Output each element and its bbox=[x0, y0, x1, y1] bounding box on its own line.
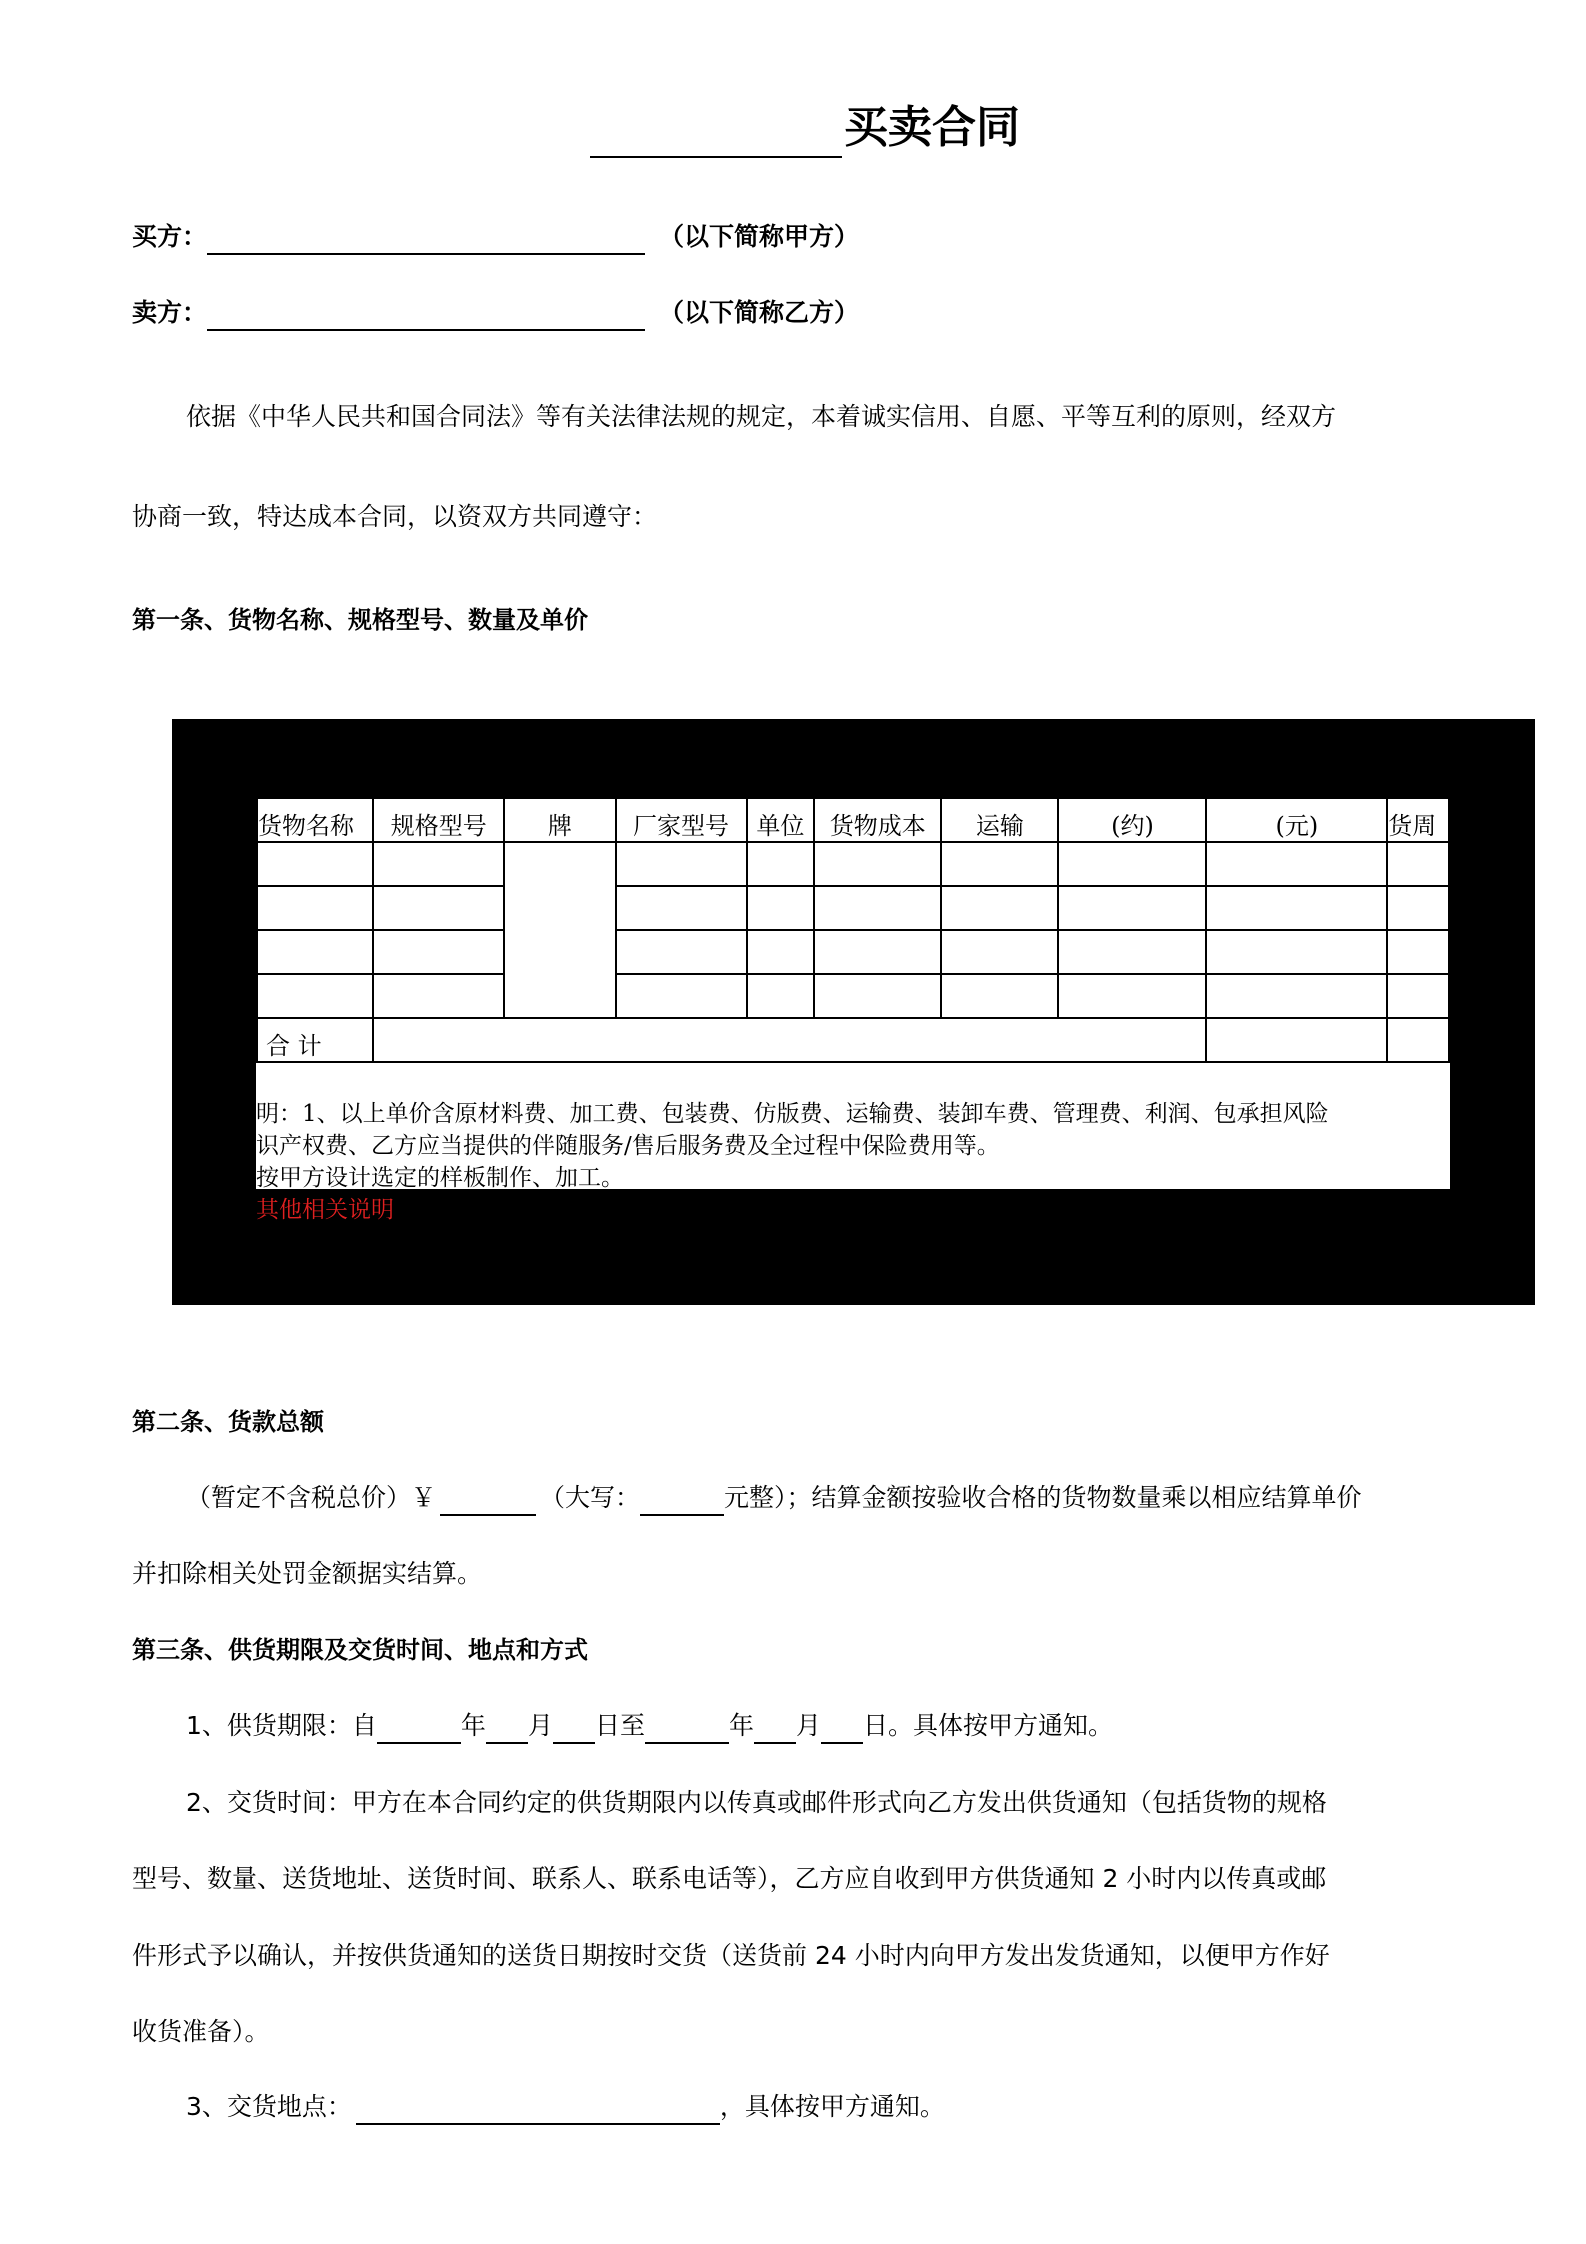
total-price-blank bbox=[440, 1484, 536, 1516]
article2-line-2: 并扣除相关处罚金额据实结算。 bbox=[132, 1559, 483, 1588]
capital-amount-blank bbox=[640, 1484, 724, 1516]
delivery-time-line-1: 2、交货时间：甲方在本合同约定的供货期限内以传真或邮件形式向乙方发出供货通知（包括货物的规格 bbox=[186, 1788, 1327, 1817]
delivery-time-line-3: 件形式予以确认，并按供货通知的送货日期按时交货（送货前 24 小时内向甲方发出发货通知，以便甲方作好 bbox=[132, 1941, 1330, 1970]
day-to-label: 日至 bbox=[594, 1711, 645, 1740]
table-row bbox=[257, 886, 1449, 930]
header-cell: (元) bbox=[1206, 798, 1387, 842]
table-total-row bbox=[257, 1018, 1449, 1062]
delivery-place-row bbox=[186, 2089, 945, 2125]
settlement-text: 元整）；结算金额按验收合格的货物数量乘以相应结算单价 bbox=[724, 1483, 1362, 1512]
header-cell: 货物成本 bbox=[814, 798, 941, 842]
header-cell: 规格型号 bbox=[373, 798, 504, 842]
table-header-row bbox=[257, 798, 1449, 842]
brand-merged-cell bbox=[504, 842, 615, 1018]
header-cell: (约) bbox=[1058, 798, 1206, 842]
delivery-time-line-2: 型号、数量、送货地址、送货时间、联系人、联系电话等），乙方应自收到甲方供货通知 2 小时内以传真或邮 bbox=[132, 1864, 1327, 1893]
supply-period-label: 1、供货期限：自 bbox=[186, 1711, 377, 1740]
buyer-name-blank bbox=[207, 223, 645, 255]
start-day-blank bbox=[553, 1712, 595, 1744]
buyer-row bbox=[132, 219, 859, 255]
table-note-line-1: 明：1、以上单价含原材料费、加工费、包装费、仿版费、运输费、装卸车费、管理费、利润、包承担风险 bbox=[256, 1101, 1329, 1127]
header-cell: 单位 bbox=[747, 798, 815, 842]
supply-period-end: 日。具体按甲方通知。 bbox=[863, 1711, 1114, 1740]
article1-heading: 第一条、货物名称、规格型号、数量及单价 bbox=[132, 606, 588, 634]
delivery-place-suffix: ，具体按甲方通知。 bbox=[719, 2092, 945, 2121]
header-cell: 运输 bbox=[941, 798, 1058, 842]
seller-row bbox=[132, 295, 859, 331]
table-row bbox=[257, 842, 1449, 886]
year-label: 年 bbox=[460, 1711, 486, 1740]
article2-heading: 第二条、货款总额 bbox=[132, 1408, 324, 1436]
end-year-blank bbox=[645, 1712, 729, 1744]
article2-line-1 bbox=[186, 1480, 1362, 1516]
year-label-2: 年 bbox=[728, 1711, 754, 1740]
table-note-line-2: 识产权费、乙方应当提供的伴随服务/售后服务费及全过程中保险费用等。 bbox=[256, 1133, 1000, 1159]
header-cell: 货物名称 bbox=[257, 798, 373, 842]
table-note-line-3: 按甲方设计选定的样板制作、加工。 bbox=[256, 1165, 624, 1191]
buyer-note: （以下简称甲方） bbox=[659, 222, 860, 251]
article3-heading: 第三条、供货期限及交货时间、地点和方式 bbox=[132, 1636, 588, 1664]
month-label-2: 月 bbox=[795, 1711, 821, 1740]
goods-table-image bbox=[256, 797, 1450, 1223]
buyer-label: 买方： bbox=[132, 222, 208, 251]
delivery-time-line-4: 收货准备）。 bbox=[132, 2017, 270, 2046]
delivery-place-label: 3、交货地点： bbox=[186, 2092, 352, 2121]
supply-period-row bbox=[186, 1708, 1113, 1744]
page-title: 买卖合同 bbox=[844, 102, 1020, 153]
end-day-blank bbox=[821, 1712, 863, 1744]
table-row bbox=[257, 930, 1449, 974]
header-cell: 牌 bbox=[504, 798, 615, 842]
title-blank-line bbox=[590, 96, 842, 158]
intro-line-2: 协商一致，特达成本合同，以资双方共同遵守： bbox=[132, 502, 658, 531]
goods-table-scan bbox=[172, 719, 1535, 1305]
seller-note: （以下简称乙方） bbox=[659, 298, 860, 327]
month-label: 月 bbox=[527, 1711, 553, 1740]
table-note-line-4: 其他相关说明 bbox=[256, 1197, 394, 1223]
seller-label: 卖方： bbox=[132, 298, 208, 327]
header-cell: 厂家型号 bbox=[616, 798, 747, 842]
start-year-blank bbox=[377, 1712, 461, 1744]
total-label: 合 计 bbox=[257, 1018, 373, 1062]
end-month-blank bbox=[754, 1712, 796, 1744]
goods-table bbox=[256, 797, 1450, 1063]
intro-line-1: 依据《中华人民共和国合同法》等有关法律法规的规定，本着诚实信用、自愿、平等互利的原则，经双方 bbox=[186, 402, 1337, 431]
header-cell: 货周 bbox=[1387, 798, 1449, 842]
delivery-place-blank bbox=[356, 2093, 720, 2125]
seller-name-blank bbox=[207, 299, 645, 331]
total-price-label: （暂定不含税总价）￥ bbox=[186, 1483, 437, 1512]
table-row bbox=[257, 974, 1449, 1018]
capital-amount-label: （大写： bbox=[540, 1483, 641, 1512]
start-month-blank bbox=[486, 1712, 528, 1744]
title-block bbox=[590, 96, 1020, 158]
